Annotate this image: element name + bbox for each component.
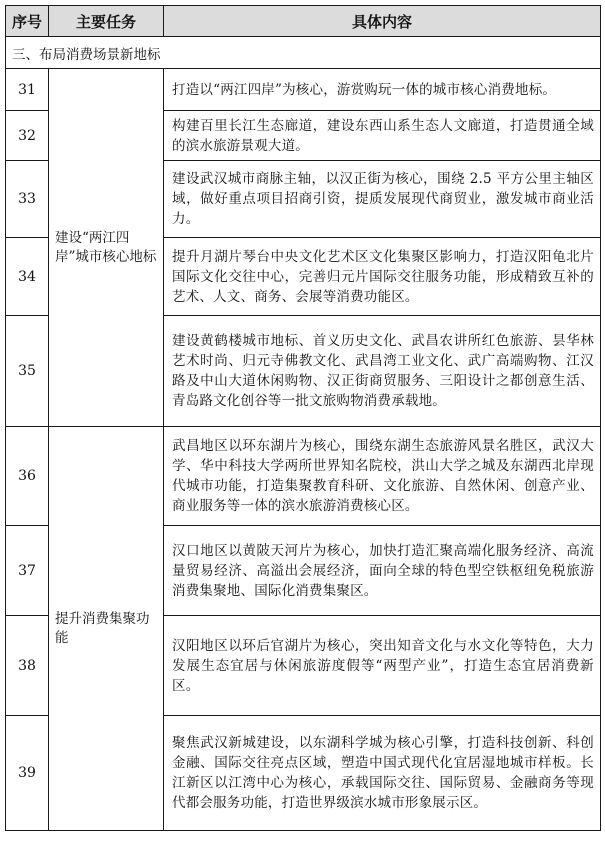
- task-label: 建设“两江四岸”城市核心地标: [49, 69, 164, 427]
- row-number: 38: [6, 616, 49, 716]
- row-content: 打造以“两江四岸”为核心，游赏购玩一体的城市核心消费地标。: [164, 69, 601, 111]
- row-number: 35: [6, 316, 49, 427]
- row-number: 31: [6, 69, 49, 111]
- header-content: 具体内容: [164, 6, 601, 37]
- row-number: 36: [6, 427, 49, 526]
- row-content: 构建百里长江生态廊道，建设东西山系生态人文廊道，打造贯通全域的滨水旅游景观大道。: [164, 111, 601, 161]
- row-content: 汉阳地区以环后官湖片为核心，突出知音文化与水文化等特色，大力发展生态宜居与休闲旅游度假等“两型产业”，打造生态宜居消费新区。: [164, 616, 601, 716]
- section-title: 三、布局消费场景新地标: [6, 37, 601, 69]
- header-row: [6, 6, 601, 37]
- row-number: 39: [6, 716, 49, 831]
- header-seq: 序号: [6, 6, 49, 37]
- task-table: [5, 5, 601, 831]
- row-number: 32: [6, 111, 49, 161]
- header-task: 主要任务: [49, 6, 164, 37]
- row-content: 提升月湖片琴台中央文化艺术区文化集聚区影响力，打造汉阳龟北片国际文化交往中心，完善归元片国际交往服务功能，形成精致互补的艺术、人文、商务、会展等消费功能区。: [164, 238, 601, 316]
- table-row: [6, 427, 601, 526]
- section-row: [6, 37, 601, 69]
- row-number: 34: [6, 238, 49, 316]
- row-number: 37: [6, 526, 49, 616]
- row-number: 33: [6, 161, 49, 238]
- task-label: 提升消费集聚功能: [49, 427, 164, 831]
- row-content: 聚焦武汉新城建设，以东湖科学城为核心引擎，打造科技创新、科创金融、国际交往亮点区域，塑造中国式现代化宜居湿地城市样板。长江新区以江湾中心为核心，承载国际交往、国际贸易、金融商务等现代都会服务功能，打造世界级滨水城市形象展示区。: [164, 716, 601, 831]
- row-content: 建设黄鹤楼城市地标、首义历史文化、武昌农讲所红色旅游、昙华林艺术时尚、归元寺佛教文化、武昌湾工业文化、武广高端购物、江汉路及中山大道休闲购物、汉正街商贸服务、三阳设计之都创意生活、青岛路文化创谷等一批文旅购物消费承载地。: [164, 316, 601, 427]
- row-content: 汉口地区以黄陂天河片为核心，加快打造汇聚高端化服务经济、高流量贸易经济、高溢出会展经济，面向全球的特色型空铁枢纽免税旅游消费集聚地、国际化消费集聚区。: [164, 526, 601, 616]
- row-content: 建设武汉城市商脉主轴，以汉正街为核心，围绕 2.5 平方公里主轴区域，做好重点项目招商引资，提质发展现代商贸业，激发城市商业活力。: [164, 161, 601, 238]
- table-row: [6, 69, 601, 111]
- row-content: 武昌地区以环东湖片为核心，围绕东湖生态旅游风景名胜区，武汉大学、华中科技大学两所世界知名院校，洪山大学之城及东湖西北岸现代城市功能，打造集聚教育科研、文化旅游、自然休闲、创意产业、商业服务等一体的滨水旅游消费核心区。: [164, 427, 601, 526]
